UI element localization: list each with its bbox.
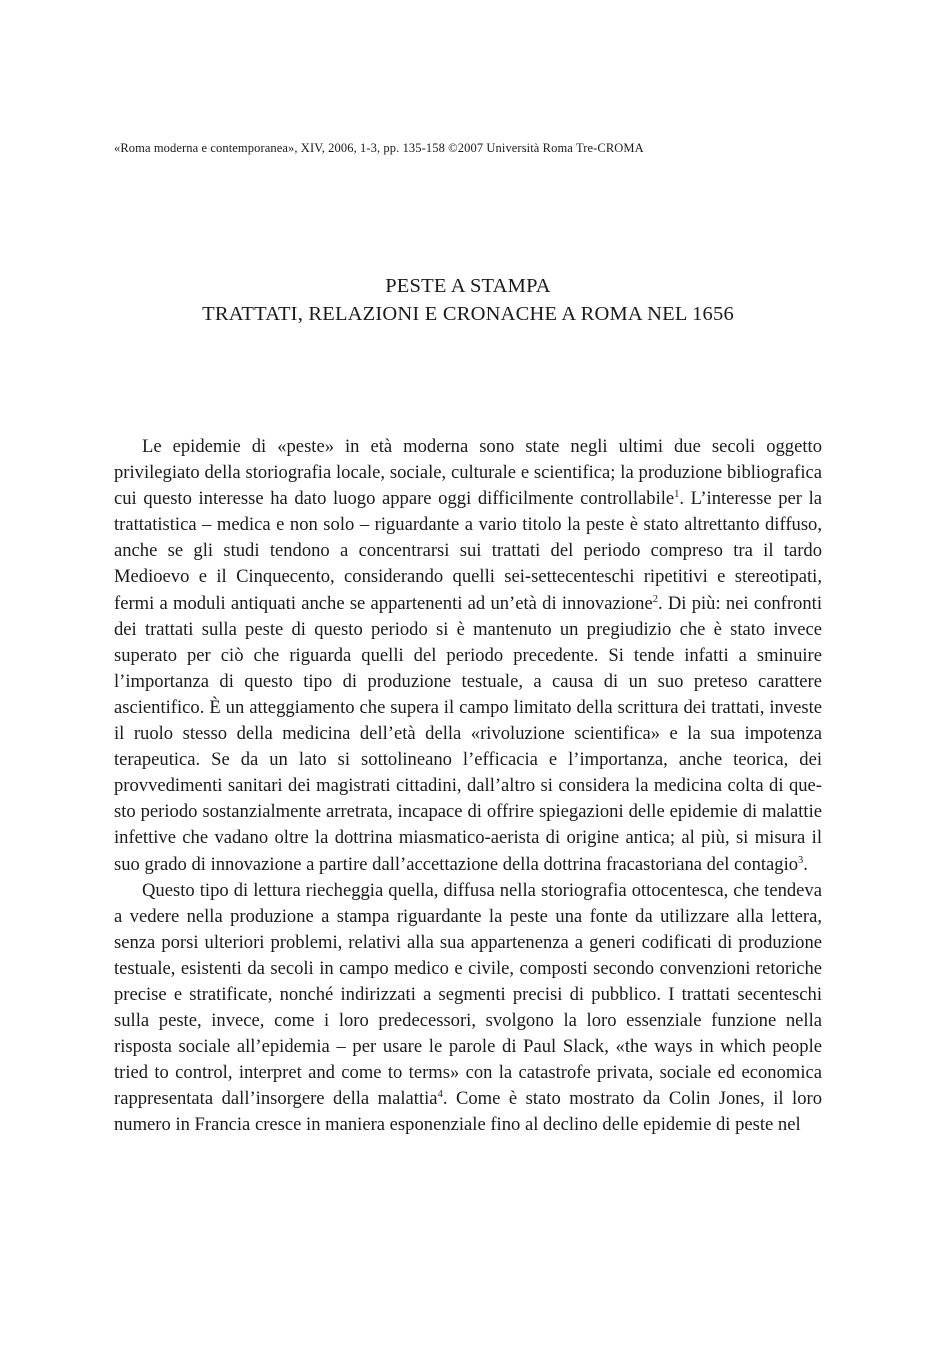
paragraph-1 bbox=[114, 434, 822, 878]
article-body bbox=[114, 434, 822, 1139]
paragraph-2-text-2: . Come è stato mostrato da Colin Jones, il loro numero in Francia cresce in maniera esponenziale fino al declino delle epidemie di peste nel bbox=[114, 1088, 822, 1136]
footnote-ref-2[interactable]: 2 bbox=[652, 593, 658, 605]
paragraph-1-text-4: . bbox=[803, 853, 808, 875]
paragraph-1-text-2: . L’interesse per la trattatistica – medica e non solo – riguardante a vario titolo la peste è stato altrettanto diffuso, anche se gli studi tendono a concentrarsi sui trattati del periodo compreso tra il tardo Medioevo e il Cinquecento, considerando quelli sei-settecenteschi ripetitivi e stereotipati, fermi a moduli antiquati anche se appartenenti ad un’età di innovazione bbox=[114, 488, 822, 614]
running-head: «Roma moderna e contemporanea», XIV, 2006, 1-3, pp. 135-158 ©2007 Università Roma Tre-CROMA bbox=[114, 141, 644, 155]
article-title bbox=[114, 272, 822, 328]
paragraph-2 bbox=[114, 878, 822, 1139]
footnote-ref-3[interactable]: 3 bbox=[798, 854, 804, 866]
paragraph-1-text-3: . Di più: nei confronti dei trattati sulla peste di questo periodo si è mantenuto un pregiudizio che è stato invece superato per ciò che riguarda quelli del periodo precedente. Si tende infatti a sminuire l’importanza di questo tipo di produzione testuale, a causa di un suo preteso carattere ascientifico. È un atteggiamento che supera il campo limitato della scrittura dei trattati, investe il ruolo stesso della medicina dell’età della «rivoluzione scientifica» e la sua impotenza terapeutica. Se da un lato si sottolineano l’efficacia e l’importanza, anche teorica, dei provvedimenti sanitari dei magistrati cittadini, dall’altro si considera la medicina colta di questo periodo sostanzialmente arretrata, incapace di offrire spiegazioni delle epidemie di malattie infettive che vadano oltre la dottrina miasmatico-aerista di origine antica; al più, si misura il suo grado di innovazione a partire dall’accettazione della dottrina fracastoriana del contagio bbox=[114, 592, 822, 875]
footnote-ref-4[interactable]: 4 bbox=[437, 1089, 443, 1101]
title-line-2: TRATTATI, RELAZIONI E CRONACHE A ROMA NEL 1656 bbox=[202, 303, 734, 325]
paragraph-1-text-1: Le epidemie di «peste» in età moderna sono state negli ultimi due secoli oggetto privilegiato della storiografia locale, sociale, culturale e scientifica; la produzione bibliografica cui questo interesse ha dato luogo appare oggi difficilmente controllabile bbox=[114, 436, 822, 510]
title-line-1: PESTE A STAMPA bbox=[385, 275, 551, 297]
paragraph-2-text-1: Questo tipo di lettura riecheggia quella, diffusa nella storiografia ottocentesca, che tendeva a vedere nella produzione a stampa riguardante la peste una fonte da utilizzare alla lettera, senza porsi ulteriori problemi, relativi alla sua appartenenza a generi codificati di produzione testuale, esistenti da secoli in campo medico e civile, composti secondo convenzioni retoriche precise e stratificate, nonché indirizzati a segmenti precisi di pubblico. I trattati secenteschi sulla peste, invece, come i loro predecessori, svolgono la loro essenziale funzione nella risposta sociale all’epidemia – per usare le parole di Paul Slack, «the ways in which people tried to control, interpret and come to terms» con la catastrofe privata, sociale ed economica rappresentata dall’insorgere della malattia bbox=[114, 879, 822, 1110]
footnote-ref-1[interactable]: 1 bbox=[674, 489, 680, 501]
